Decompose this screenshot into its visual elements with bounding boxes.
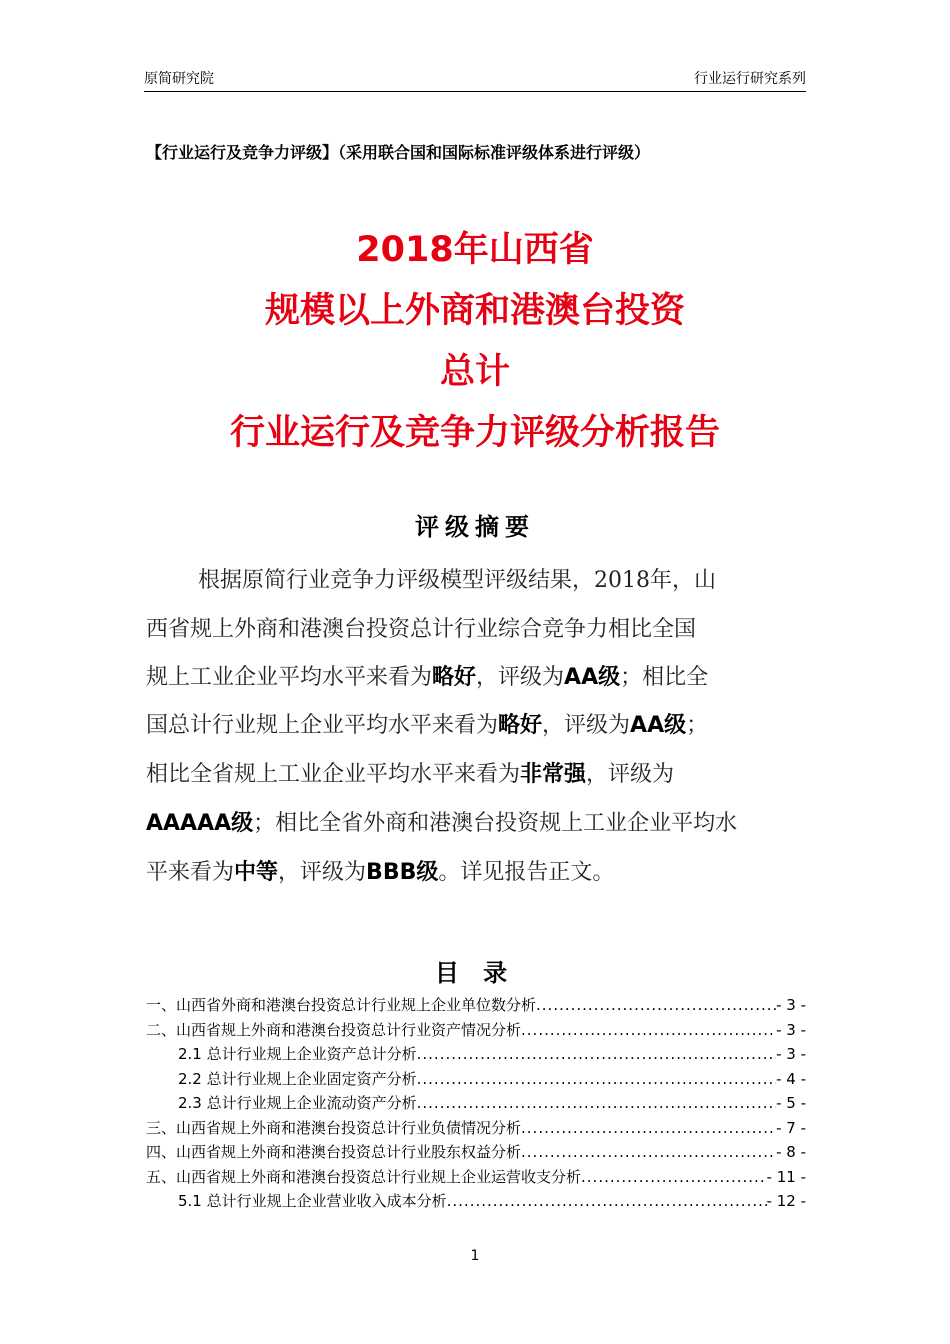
table-of-contents <box>146 994 806 1215</box>
toc-entry-title: 2.2 总计行业规上企业固定资产分析 <box>178 1069 417 1088</box>
summary-line <box>146 660 806 691</box>
summary-text: ，评级为 <box>278 860 367 885</box>
toc-subentry[interactable] <box>146 1092 806 1117</box>
summary-text: ；相比全省外商和港澳台投资规上工业企业平均水 <box>253 811 738 836</box>
toc-entry-page: - 4 - <box>776 1069 806 1088</box>
summary-emphasis: 非常强 <box>520 762 587 787</box>
rating-grade: AA级 <box>630 713 687 738</box>
toc-entry-page: - 3 - <box>776 996 806 1014</box>
summary-line <box>146 563 858 594</box>
summary-text: 规上工业企业平均水平来看为 <box>146 665 433 690</box>
report-title-line-1: 2018年山西省 <box>356 230 594 270</box>
toc-entry-title: 5.1 总计行业规上企业营业收入成本分析 <box>178 1192 447 1210</box>
summary-text: ，评级为 <box>542 713 631 738</box>
toc-entry-page: - 3 - <box>776 1020 806 1039</box>
header-org: 原简研究院 <box>144 71 214 87</box>
toc-leader <box>417 1045 776 1063</box>
summary-text: ，评级为 <box>586 762 675 787</box>
summary-text: ； <box>686 713 709 738</box>
header-rule <box>144 91 806 92</box>
toc-subentry[interactable] <box>146 1068 806 1093</box>
summary-line <box>146 757 806 788</box>
summary-line <box>146 806 806 837</box>
toc-entry[interactable] <box>146 994 806 1019</box>
toc-heading: 目 录 <box>434 959 516 987</box>
summary-text: ，评级为 <box>476 665 565 690</box>
toc-entry-title: 2.3 总计行业规上企业流动资产分析 <box>178 1094 417 1112</box>
toc-entry-page: - 12 - <box>766 1192 806 1210</box>
toc-entry-page: - 11 - <box>766 1167 806 1186</box>
rating-grade: BBB级 <box>366 860 439 885</box>
summary-text: 平来看为 <box>146 860 235 885</box>
toc-leader <box>521 1119 776 1137</box>
summary-heading: 评级摘要 <box>415 513 535 541</box>
summary-emphasis: 略好 <box>432 665 477 690</box>
report-title-line-4: 行业运行及竞争力评级分析报告 <box>229 413 720 453</box>
report-title-line-2: 规模以上外商和港澳台投资 <box>264 291 685 331</box>
toc-entry-title: 四、山西省规上外商和港澳台投资总计行业股东权益分析 <box>146 1143 522 1161</box>
toc-leader <box>581 1168 767 1186</box>
toc-entry-page: - 5 - <box>776 1094 806 1112</box>
toc-entry-title: 三、山西省规上外商和港澳台投资总计行业负债情况分析 <box>146 1118 522 1137</box>
toc-entry-page: - 8 - <box>776 1143 806 1161</box>
summary-line <box>146 708 806 739</box>
toc-entry-page: - 7 - <box>776 1118 806 1137</box>
rating-grade: AA级 <box>564 665 621 690</box>
toc-leader <box>536 996 776 1014</box>
report-subtitle: 【行业运行及竞争力评级】（采用联合国和国际标准评级体系进行评级） <box>146 143 651 162</box>
toc-entry-title: 2.1 总计行业规上企业资产总计分析 <box>178 1045 417 1063</box>
toc-entry-title: 五、山西省规上外商和港澳台投资总计行业规上企业运营收支分析 <box>146 1167 582 1186</box>
summary-line <box>146 612 806 643</box>
summary-emphasis: 略好 <box>498 713 543 738</box>
summary-line <box>146 855 806 886</box>
toc-leader <box>521 1021 776 1039</box>
page-number: 1 <box>470 1248 480 1264</box>
toc-entry[interactable] <box>146 1141 806 1166</box>
rating-grade: AAAAA级 <box>146 811 254 836</box>
toc-leader <box>521 1143 776 1161</box>
summary-text: 西省规上外商和港澳台投资总计行业综合竞争力相比全国 <box>146 617 697 642</box>
toc-leader <box>417 1094 776 1112</box>
toc-subentry[interactable] <box>146 1043 806 1068</box>
summary-text: 根据原简行业竞争力评级模型评级结果，2018年，山 <box>198 568 716 593</box>
toc-entry-title: 一、山西省外商和港澳台投资总计行业规上企业单位数分析 <box>146 996 537 1014</box>
header-series: 行业运行研究系列 <box>694 71 806 87</box>
summary-text: 。详见报告正文。 <box>438 860 615 885</box>
summary-text: ；相比全 <box>620 665 709 690</box>
toc-entry-page: - 3 - <box>776 1045 806 1063</box>
toc-leader <box>417 1070 776 1088</box>
toc-entry[interactable] <box>146 1166 806 1191</box>
toc-subentry[interactable] <box>146 1190 806 1215</box>
summary-emphasis: 中等 <box>234 860 279 885</box>
toc-entry-title: 二、山西省规上外商和港澳台投资总计行业资产情况分析 <box>146 1020 522 1039</box>
report-title-line-3: 总计 <box>439 352 510 392</box>
toc-entry[interactable] <box>146 1019 806 1044</box>
summary-text: 相比全省规上工业企业平均水平来看为 <box>146 762 521 787</box>
toc-leader <box>447 1192 767 1210</box>
summary-text: 国总计行业规上企业平均水平来看为 <box>146 713 499 738</box>
toc-entry[interactable] <box>146 1117 806 1142</box>
